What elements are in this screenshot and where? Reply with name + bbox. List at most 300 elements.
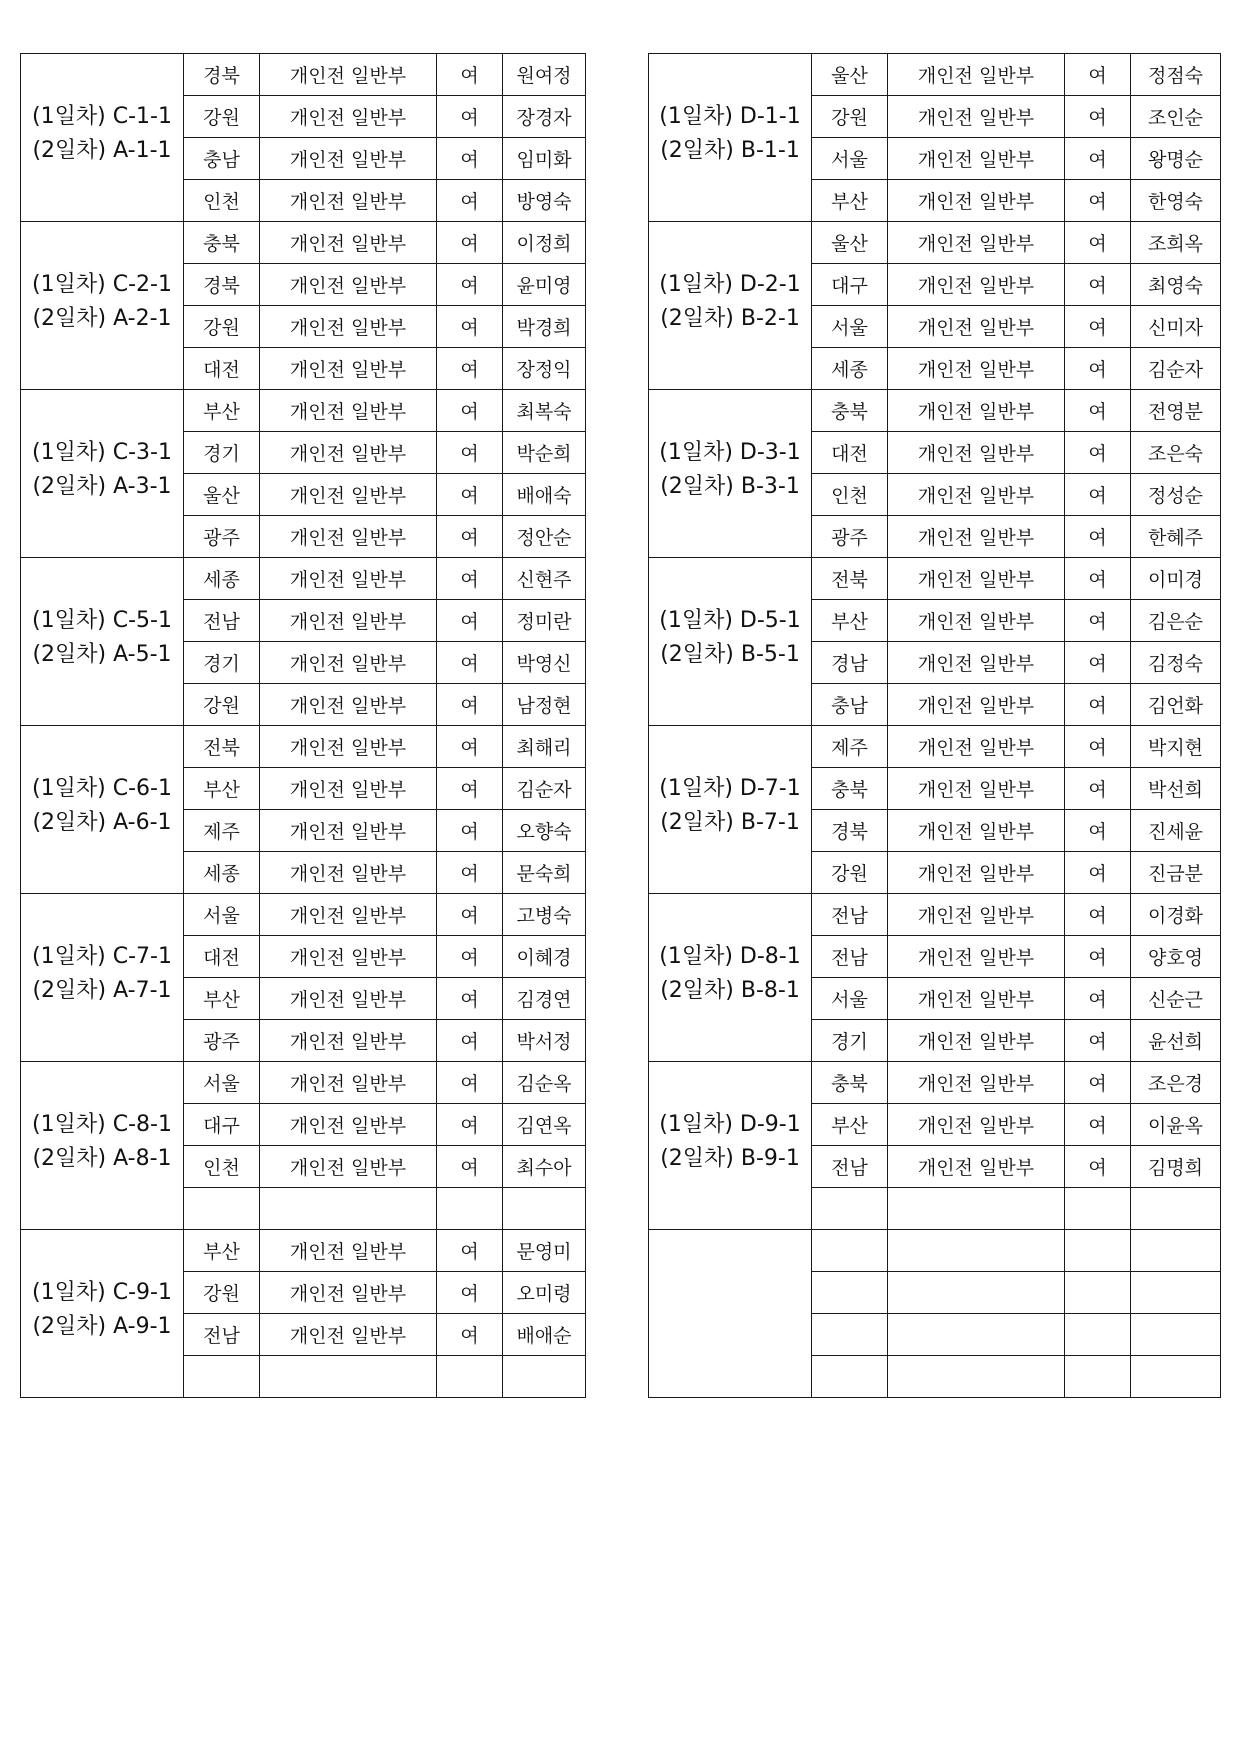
region-cell: 전북 — [812, 558, 888, 600]
event-cell: 개인전 일반부 — [260, 1314, 437, 1356]
table-row — [21, 1062, 586, 1104]
gender-cell: 여 — [437, 1230, 503, 1272]
name-cell: 윤미영 — [503, 264, 586, 306]
name-cell: 김명희 — [1131, 1146, 1221, 1188]
event-cell: 개인전 일반부 — [260, 390, 437, 432]
gender-cell: 여 — [437, 768, 503, 810]
name-cell: 이경화 — [1131, 894, 1221, 936]
region-cell: 강원 — [812, 852, 888, 894]
event-cell: 개인전 일반부 — [888, 558, 1065, 600]
region-cell: 대전 — [184, 936, 260, 978]
table-row — [649, 558, 1221, 600]
event-cell: 개인전 일반부 — [888, 1062, 1065, 1104]
region-cell: 부산 — [184, 1230, 260, 1272]
gender-cell: 여 — [437, 516, 503, 558]
region-cell: 전남 — [812, 894, 888, 936]
name-cell: 최해리 — [503, 726, 586, 768]
gender-cell: 여 — [437, 1062, 503, 1104]
region-cell: 경북 — [184, 54, 260, 96]
name-cell: 신미자 — [1131, 306, 1221, 348]
gender-cell: 여 — [1065, 306, 1131, 348]
name-cell: 원여정 — [503, 54, 586, 96]
event-cell: 개인전 일반부 — [888, 852, 1065, 894]
name-cell: 정점숙 — [1131, 54, 1221, 96]
day1-slot-label: (1일차) C-3-1 — [32, 439, 172, 465]
event-cell: 개인전 일반부 — [260, 1062, 437, 1104]
region-cell: 대구 — [184, 1104, 260, 1146]
name-cell: 한영숙 — [1131, 180, 1221, 222]
region-cell: 전남 — [812, 936, 888, 978]
event-cell: 개인전 일반부 — [888, 390, 1065, 432]
name-cell: 고병숙 — [503, 894, 586, 936]
event-cell: 개인전 일반부 — [888, 726, 1065, 768]
name-cell: 문숙희 — [503, 852, 586, 894]
gender-cell: 여 — [1065, 936, 1131, 978]
event-cell: 개인전 일반부 — [260, 1272, 437, 1314]
region-cell: 전북 — [184, 726, 260, 768]
event-cell: 개인전 일반부 — [888, 894, 1065, 936]
event-cell: 개인전 일반부 — [888, 474, 1065, 516]
region-cell: 광주 — [184, 516, 260, 558]
region-cell: 광주 — [812, 516, 888, 558]
match-group-label — [649, 390, 812, 558]
match-group-label — [21, 1062, 184, 1230]
name-cell: 이정희 — [503, 222, 586, 264]
region-cell: 대구 — [812, 264, 888, 306]
gender-cell: 여 — [437, 936, 503, 978]
day2-slot-label: (2일차) A-5-1 — [32, 641, 172, 667]
gender-cell: 여 — [437, 1146, 503, 1188]
day1-slot-label: (1일차) C-8-1 — [32, 1111, 172, 1137]
event-cell: 개인전 일반부 — [260, 180, 437, 222]
event-cell: 개인전 일반부 — [260, 1146, 437, 1188]
event-cell: 개인전 일반부 — [888, 810, 1065, 852]
table-row — [21, 726, 586, 768]
event-cell: 개인전 일반부 — [260, 138, 437, 180]
region-cell: 충북 — [812, 1062, 888, 1104]
event-cell: 개인전 일반부 — [260, 936, 437, 978]
event-cell: 개인전 일반부 — [888, 936, 1065, 978]
day2-slot-label: (2일차) B-2-1 — [660, 305, 800, 331]
name-cell: 윤선희 — [1131, 1020, 1221, 1062]
gender-cell: 여 — [1065, 474, 1131, 516]
event-cell: 개인전 일반부 — [260, 684, 437, 726]
region-cell: 울산 — [812, 54, 888, 96]
right-table-body — [649, 54, 1221, 1398]
gender-cell: 여 — [1065, 180, 1131, 222]
match-group-label — [649, 558, 812, 726]
match-group-label — [21, 726, 184, 894]
day2-slot-label: (2일차) A-2-1 — [32, 305, 172, 331]
match-group-label — [21, 1230, 184, 1398]
event-cell: 개인전 일반부 — [888, 54, 1065, 96]
name-cell: 배애숙 — [503, 474, 586, 516]
gender-cell: 여 — [437, 852, 503, 894]
gender-cell: 여 — [1065, 852, 1131, 894]
name-cell: 박지현 — [1131, 726, 1221, 768]
gender-cell: 여 — [437, 96, 503, 138]
region-cell: 서울 — [812, 306, 888, 348]
name-cell: 남정현 — [503, 684, 586, 726]
gender-cell — [1065, 1356, 1131, 1398]
event-cell: 개인전 일반부 — [888, 978, 1065, 1020]
day2-slot-label: (2일차) B-5-1 — [660, 641, 800, 667]
region-cell: 충남 — [812, 684, 888, 726]
gender-cell: 여 — [437, 978, 503, 1020]
day1-slot-label: (1일차) C-7-1 — [32, 943, 172, 969]
gender-cell: 여 — [1065, 264, 1131, 306]
event-cell: 개인전 일반부 — [888, 348, 1065, 390]
region-cell: 제주 — [812, 726, 888, 768]
name-cell: 배애순 — [503, 1314, 586, 1356]
gender-cell: 여 — [1065, 432, 1131, 474]
name-cell — [503, 1356, 586, 1398]
day1-slot-label: (1일차) C-5-1 — [32, 607, 172, 633]
match-group-label — [21, 54, 184, 222]
region-cell: 부산 — [184, 390, 260, 432]
name-cell: 신현주 — [503, 558, 586, 600]
region-cell: 경기 — [184, 432, 260, 474]
event-cell: 개인전 일반부 — [888, 516, 1065, 558]
gender-cell: 여 — [437, 390, 503, 432]
gender-cell: 여 — [1065, 978, 1131, 1020]
gender-cell: 여 — [1065, 1062, 1131, 1104]
name-cell — [1131, 1188, 1221, 1230]
gender-cell: 여 — [437, 1272, 503, 1314]
event-cell: 개인전 일반부 — [260, 432, 437, 474]
gender-cell: 여 — [1065, 768, 1131, 810]
table-row — [21, 390, 586, 432]
region-cell: 전남 — [184, 600, 260, 642]
gender-cell — [1065, 1188, 1131, 1230]
day1-slot-label: (1일차) D-9-1 — [659, 1111, 801, 1137]
gender-cell: 여 — [437, 684, 503, 726]
gender-cell: 여 — [1065, 1104, 1131, 1146]
right-schedule-table — [648, 53, 1221, 1398]
region-cell: 서울 — [184, 894, 260, 936]
day1-slot-label: (1일차) D-7-1 — [659, 775, 801, 801]
event-cell: 개인전 일반부 — [888, 432, 1065, 474]
event-cell — [260, 1356, 437, 1398]
event-cell: 개인전 일반부 — [260, 1230, 437, 1272]
region-cell — [184, 1356, 260, 1398]
name-cell: 진세윤 — [1131, 810, 1221, 852]
gender-cell: 여 — [437, 726, 503, 768]
day2-slot-label: (2일차) A-3-1 — [32, 473, 172, 499]
event-cell: 개인전 일반부 — [260, 264, 437, 306]
name-cell: 오미령 — [503, 1272, 586, 1314]
gender-cell: 여 — [1065, 642, 1131, 684]
region-cell: 광주 — [184, 1020, 260, 1062]
day1-slot-label: (1일차) C-6-1 — [32, 775, 172, 801]
event-cell: 개인전 일반부 — [888, 306, 1065, 348]
gender-cell: 여 — [1065, 894, 1131, 936]
region-cell — [812, 1188, 888, 1230]
table-row — [21, 558, 586, 600]
region-cell: 강원 — [184, 1272, 260, 1314]
region-cell: 대전 — [812, 432, 888, 474]
region-cell: 충북 — [812, 390, 888, 432]
name-cell: 김경연 — [503, 978, 586, 1020]
match-group-label — [649, 894, 812, 1062]
event-cell: 개인전 일반부 — [260, 1104, 437, 1146]
name-cell: 조은숙 — [1131, 432, 1221, 474]
day2-slot-label: (2일차) B-3-1 — [660, 473, 800, 499]
name-cell — [1131, 1356, 1221, 1398]
day2-slot-label: (2일차) A-8-1 — [32, 1145, 172, 1171]
day2-slot-label: (2일차) A-9-1 — [32, 1313, 172, 1339]
gender-cell — [1065, 1230, 1131, 1272]
gender-cell: 여 — [1065, 54, 1131, 96]
region-cell: 서울 — [812, 978, 888, 1020]
region-cell — [812, 1230, 888, 1272]
event-cell: 개인전 일반부 — [888, 600, 1065, 642]
gender-cell: 여 — [1065, 558, 1131, 600]
table-row — [649, 726, 1221, 768]
gender-cell — [1065, 1272, 1131, 1314]
event-cell: 개인전 일반부 — [260, 558, 437, 600]
gender-cell: 여 — [437, 642, 503, 684]
gender-cell: 여 — [437, 348, 503, 390]
event-cell — [888, 1188, 1065, 1230]
region-cell: 울산 — [184, 474, 260, 516]
gender-cell: 여 — [1065, 1020, 1131, 1062]
region-cell: 강원 — [812, 96, 888, 138]
day1-slot-label: (1일차) D-5-1 — [659, 607, 801, 633]
region-cell: 강원 — [184, 96, 260, 138]
name-cell: 김순자 — [503, 768, 586, 810]
name-cell: 오향숙 — [503, 810, 586, 852]
region-cell: 세종 — [184, 558, 260, 600]
day2-slot-label: (2일차) A-7-1 — [32, 977, 172, 1003]
gender-cell: 여 — [437, 264, 503, 306]
day2-slot-label: (2일차) A-1-1 — [32, 137, 172, 163]
name-cell: 최복숙 — [503, 390, 586, 432]
region-cell: 경기 — [812, 1020, 888, 1062]
name-cell: 정안순 — [503, 516, 586, 558]
event-cell: 개인전 일반부 — [260, 516, 437, 558]
gender-cell: 여 — [1065, 726, 1131, 768]
name-cell: 정성순 — [1131, 474, 1221, 516]
region-cell: 부산 — [184, 768, 260, 810]
region-cell: 경남 — [812, 642, 888, 684]
event-cell: 개인전 일반부 — [888, 180, 1065, 222]
event-cell: 개인전 일반부 — [260, 768, 437, 810]
table-row — [21, 1230, 586, 1272]
table-row — [649, 54, 1221, 96]
left-schedule-table — [20, 53, 586, 1398]
name-cell: 신순근 — [1131, 978, 1221, 1020]
table-row — [21, 894, 586, 936]
event-cell: 개인전 일반부 — [260, 474, 437, 516]
gender-cell: 여 — [437, 474, 503, 516]
region-cell: 경기 — [184, 642, 260, 684]
event-cell: 개인전 일반부 — [260, 852, 437, 894]
gender-cell: 여 — [1065, 138, 1131, 180]
region-cell: 세종 — [184, 852, 260, 894]
region-cell: 인천 — [184, 180, 260, 222]
region-cell: 제주 — [184, 810, 260, 852]
region-cell: 서울 — [184, 1062, 260, 1104]
name-cell: 이혜경 — [503, 936, 586, 978]
table-row — [649, 222, 1221, 264]
day1-slot-label: (1일차) C-2-1 — [32, 271, 172, 297]
event-cell: 개인전 일반부 — [260, 348, 437, 390]
gender-cell: 여 — [1065, 1146, 1131, 1188]
region-cell — [812, 1272, 888, 1314]
event-cell: 개인전 일반부 — [888, 1146, 1065, 1188]
match-group-label — [21, 558, 184, 726]
region-cell: 인천 — [184, 1146, 260, 1188]
region-cell: 부산 — [812, 1104, 888, 1146]
event-cell — [888, 1272, 1065, 1314]
event-cell — [888, 1314, 1065, 1356]
name-cell: 장경자 — [503, 96, 586, 138]
event-cell: 개인전 일반부 — [260, 810, 437, 852]
region-cell: 세종 — [812, 348, 888, 390]
match-group-label — [649, 1230, 812, 1398]
name-cell: 조인순 — [1131, 96, 1221, 138]
name-cell: 김순자 — [1131, 348, 1221, 390]
event-cell: 개인전 일반부 — [260, 54, 437, 96]
table-row — [649, 390, 1221, 432]
gender-cell: 여 — [1065, 222, 1131, 264]
region-cell: 강원 — [184, 684, 260, 726]
match-group-label — [21, 390, 184, 558]
name-cell: 문영미 — [503, 1230, 586, 1272]
name-cell: 이윤옥 — [1131, 1104, 1221, 1146]
event-cell: 개인전 일반부 — [260, 894, 437, 936]
name-cell: 박선희 — [1131, 768, 1221, 810]
gender-cell: 여 — [1065, 96, 1131, 138]
event-cell: 개인전 일반부 — [260, 222, 437, 264]
event-cell: 개인전 일반부 — [888, 264, 1065, 306]
event-cell: 개인전 일반부 — [888, 138, 1065, 180]
table-row — [21, 54, 586, 96]
name-cell: 전영분 — [1131, 390, 1221, 432]
region-cell: 전남 — [812, 1146, 888, 1188]
name-cell: 진금분 — [1131, 852, 1221, 894]
name-cell — [1131, 1314, 1221, 1356]
table-row — [649, 1062, 1221, 1104]
gender-cell: 여 — [437, 222, 503, 264]
match-group-label — [649, 726, 812, 894]
name-cell: 조희옥 — [1131, 222, 1221, 264]
region-cell: 서울 — [812, 138, 888, 180]
region-cell — [184, 1188, 260, 1230]
event-cell: 개인전 일반부 — [888, 222, 1065, 264]
gender-cell: 여 — [437, 558, 503, 600]
event-cell: 개인전 일반부 — [888, 1020, 1065, 1062]
day1-slot-label: (1일차) D-1-1 — [659, 103, 801, 129]
name-cell: 방영숙 — [503, 180, 586, 222]
left-table-body — [21, 54, 586, 1398]
event-cell: 개인전 일반부 — [260, 978, 437, 1020]
event-cell — [888, 1356, 1065, 1398]
gender-cell: 여 — [437, 810, 503, 852]
day2-slot-label: (2일차) A-6-1 — [32, 809, 172, 835]
name-cell: 정미란 — [503, 600, 586, 642]
name-cell: 김언화 — [1131, 684, 1221, 726]
region-cell — [812, 1356, 888, 1398]
name-cell: 박경희 — [503, 306, 586, 348]
event-cell: 개인전 일반부 — [888, 1104, 1065, 1146]
table-row — [649, 894, 1221, 936]
region-cell: 부산 — [812, 180, 888, 222]
match-group-label — [649, 1062, 812, 1230]
name-cell: 최영숙 — [1131, 264, 1221, 306]
event-cell: 개인전 일반부 — [260, 600, 437, 642]
region-cell: 경북 — [184, 264, 260, 306]
event-cell: 개인전 일반부 — [888, 768, 1065, 810]
gender-cell: 여 — [437, 1020, 503, 1062]
gender-cell — [437, 1188, 503, 1230]
region-cell: 인천 — [812, 474, 888, 516]
name-cell: 김순옥 — [503, 1062, 586, 1104]
day1-slot-label: (1일차) D-3-1 — [659, 439, 801, 465]
gender-cell — [437, 1356, 503, 1398]
name-cell: 김정숙 — [1131, 642, 1221, 684]
match-group-label — [649, 54, 812, 222]
match-group-label — [21, 222, 184, 390]
gender-cell: 여 — [437, 432, 503, 474]
region-cell: 충북 — [184, 222, 260, 264]
region-cell: 부산 — [184, 978, 260, 1020]
event-cell: 개인전 일반부 — [888, 642, 1065, 684]
region-cell: 충북 — [812, 768, 888, 810]
event-cell: 개인전 일반부 — [260, 726, 437, 768]
match-group-label — [21, 894, 184, 1062]
gender-cell: 여 — [437, 54, 503, 96]
day1-slot-label: (1일차) C-1-1 — [32, 103, 172, 129]
name-cell: 임미화 — [503, 138, 586, 180]
name-cell — [1131, 1272, 1221, 1314]
name-cell: 박영신 — [503, 642, 586, 684]
name-cell: 이미경 — [1131, 558, 1221, 600]
day2-slot-label: (2일차) B-1-1 — [660, 137, 800, 163]
name-cell: 김은순 — [1131, 600, 1221, 642]
name-cell: 장정익 — [503, 348, 586, 390]
day1-slot-label: (1일차) D-2-1 — [659, 271, 801, 297]
region-cell: 전남 — [184, 1314, 260, 1356]
name-cell — [503, 1188, 586, 1230]
event-cell — [888, 1230, 1065, 1272]
name-cell: 양호영 — [1131, 936, 1221, 978]
event-cell: 개인전 일반부 — [888, 96, 1065, 138]
day1-slot-label: (1일차) C-9-1 — [32, 1279, 172, 1305]
name-cell: 최수아 — [503, 1146, 586, 1188]
region-cell: 경북 — [812, 810, 888, 852]
gender-cell: 여 — [1065, 810, 1131, 852]
event-cell: 개인전 일반부 — [888, 684, 1065, 726]
gender-cell: 여 — [437, 306, 503, 348]
name-cell: 박순희 — [503, 432, 586, 474]
gender-cell: 여 — [1065, 516, 1131, 558]
name-cell — [1131, 1230, 1221, 1272]
gender-cell: 여 — [1065, 684, 1131, 726]
region-cell: 울산 — [812, 222, 888, 264]
gender-cell: 여 — [437, 1314, 503, 1356]
table-row — [21, 222, 586, 264]
gender-cell: 여 — [437, 138, 503, 180]
gender-cell: 여 — [437, 180, 503, 222]
gender-cell: 여 — [1065, 390, 1131, 432]
day2-slot-label: (2일차) B-9-1 — [660, 1145, 800, 1171]
name-cell: 박서정 — [503, 1020, 586, 1062]
day1-slot-label: (1일차) D-8-1 — [659, 943, 801, 969]
name-cell: 김연옥 — [503, 1104, 586, 1146]
event-cell: 개인전 일반부 — [260, 306, 437, 348]
